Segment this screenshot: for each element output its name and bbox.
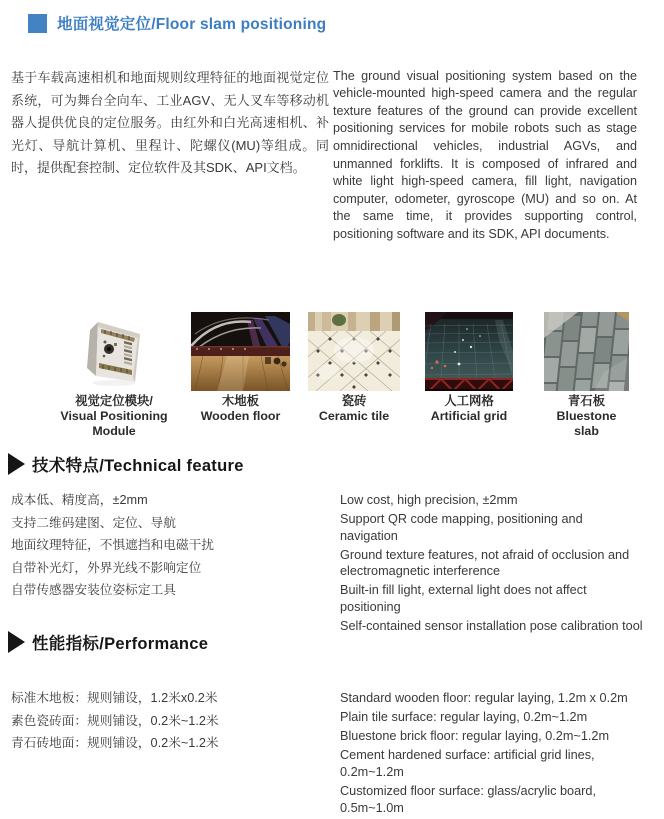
technical-feature-title: 技术特点/Technical feature <box>32 457 244 475</box>
triangle-marker-icon <box>8 631 25 653</box>
list-item: Bluestone brick floor: regular laying, 0.2m~1.2m <box>340 729 610 744</box>
list-item: 成本低、精度高，±2mm <box>11 493 148 507</box>
list-item: Low cost, high precision, ±2mm <box>340 493 518 507</box>
module-photo <box>44 312 184 391</box>
bluestone-slab-illustration <box>544 312 629 391</box>
caption-en: Bluestone slab <box>556 409 617 438</box>
list-item: 标准木地板：规则铺设，1.2米x0.2米 <box>11 691 218 705</box>
figure-ceramic-tile <box>308 312 400 424</box>
list-item: Customized floor surface: glass/acrylic board, 0.5m~1.0m <box>340 783 596 815</box>
artificial-grid-illustration <box>425 312 513 391</box>
caption-zh: 木地板 <box>221 394 260 408</box>
performance-title: 性能指标/Performance <box>32 635 209 653</box>
technical-feature-header <box>8 452 244 476</box>
triangle-marker-icon <box>8 453 25 475</box>
ceramic-tile-illustration <box>308 312 400 391</box>
artificial-grid-photo <box>425 312 513 391</box>
technical-feature-list-zh <box>11 493 333 606</box>
bluestone-slab-photo <box>543 312 630 391</box>
list-item: Standard wooden floor: regular laying, 1.2m x 0.2m <box>340 691 628 705</box>
caption-en: Ceramic tile <box>318 409 390 423</box>
caption-zh: 人工网格 <box>444 394 494 408</box>
technical-feature-list-en <box>340 492 643 637</box>
list-item: 自带传感器安装位姿标定工具 <box>11 583 176 597</box>
figure-visual-positioning-module <box>44 312 184 439</box>
figure-wooden-floor <box>191 312 290 424</box>
caption-en: Visual Positioning Module <box>60 409 168 438</box>
list-item: Plain tile surface: regular laying, 0.2m~1.2m <box>340 710 588 725</box>
wooden-floor-photo <box>191 312 290 391</box>
wooden-floor-illustration <box>191 312 290 391</box>
page-header <box>28 12 326 34</box>
list-item: Cement hardened surface: artificial grid lines, 0.2m~1.2m <box>340 748 595 779</box>
list-item: Self-contained sensor installation pose calibration tool <box>340 619 643 634</box>
list-item: 素色瓷砖面：规则铺设，0.2米~1.2米 <box>11 713 219 728</box>
caption-zh: 青石板 <box>567 394 606 408</box>
caption-zh: 视觉定位模块/ <box>75 394 153 408</box>
performance-header <box>8 630 208 654</box>
intro-paragraph-en: The ground visual positioning system based on the vehicle-mounted high-speed camera and the regular texture features of the ground can provide excellent positioning services for mobile robots such as stage omnidirectional vehicles, industrial AGVs, and unmanned forklifts. It is composed of infrared and white light high-speed camera, fill light, navigation computer, odometer, gyroscope (MU) and so on. At the same time, it provides supporting control, positioning software and its SDK, API documents. <box>333 68 637 241</box>
caption-zh: 瓷砖 <box>341 394 367 408</box>
figure-artificial-grid <box>425 312 513 424</box>
caption-en: Artificial grid <box>430 409 508 423</box>
intro-paragraph-zh: 基于车载高速相机和地面规则纹理特征的地面视觉定位系统，可为舞台全向车、工业AGV、无人叉车等移动机器人提供优良的定位服务。由红外和白光高速相机、补光灯、导航计算机、里程计、陀螺仪(MU)等组成。同时，提供配套控制、定位软件及其SDK、API文档。 <box>11 70 329 175</box>
page-title: 地面视觉定位/Floor slam positioning <box>57 16 327 33</box>
list-item: 自带补光灯，外界光线不影响定位 <box>11 560 202 575</box>
module-photo-illustration <box>78 314 150 390</box>
list-item: Built-in fill light, external light does not affect positioning <box>340 583 587 615</box>
ceramic-tile-photo <box>308 312 400 391</box>
list-item: 支持二维码建图、定位、导航 <box>11 515 176 530</box>
performance-list-en <box>340 690 643 819</box>
figure-bluestone-slab <box>543 312 630 439</box>
list-item: Support QR code mapping, positioning and navigation <box>340 512 583 543</box>
list-item: Ground texture features, not afraid of occlusion and electromagnetic interference <box>340 547 630 579</box>
list-item: 地面纹理特征，不惧遮挡和电磁干扰 <box>11 538 214 552</box>
performance-list-zh <box>11 691 333 759</box>
caption-en: Wooden floor <box>200 409 281 423</box>
blue-square-icon <box>28 14 47 33</box>
list-item: 青石砖地面：规则铺设，0.2米~1.2米 <box>11 736 219 750</box>
